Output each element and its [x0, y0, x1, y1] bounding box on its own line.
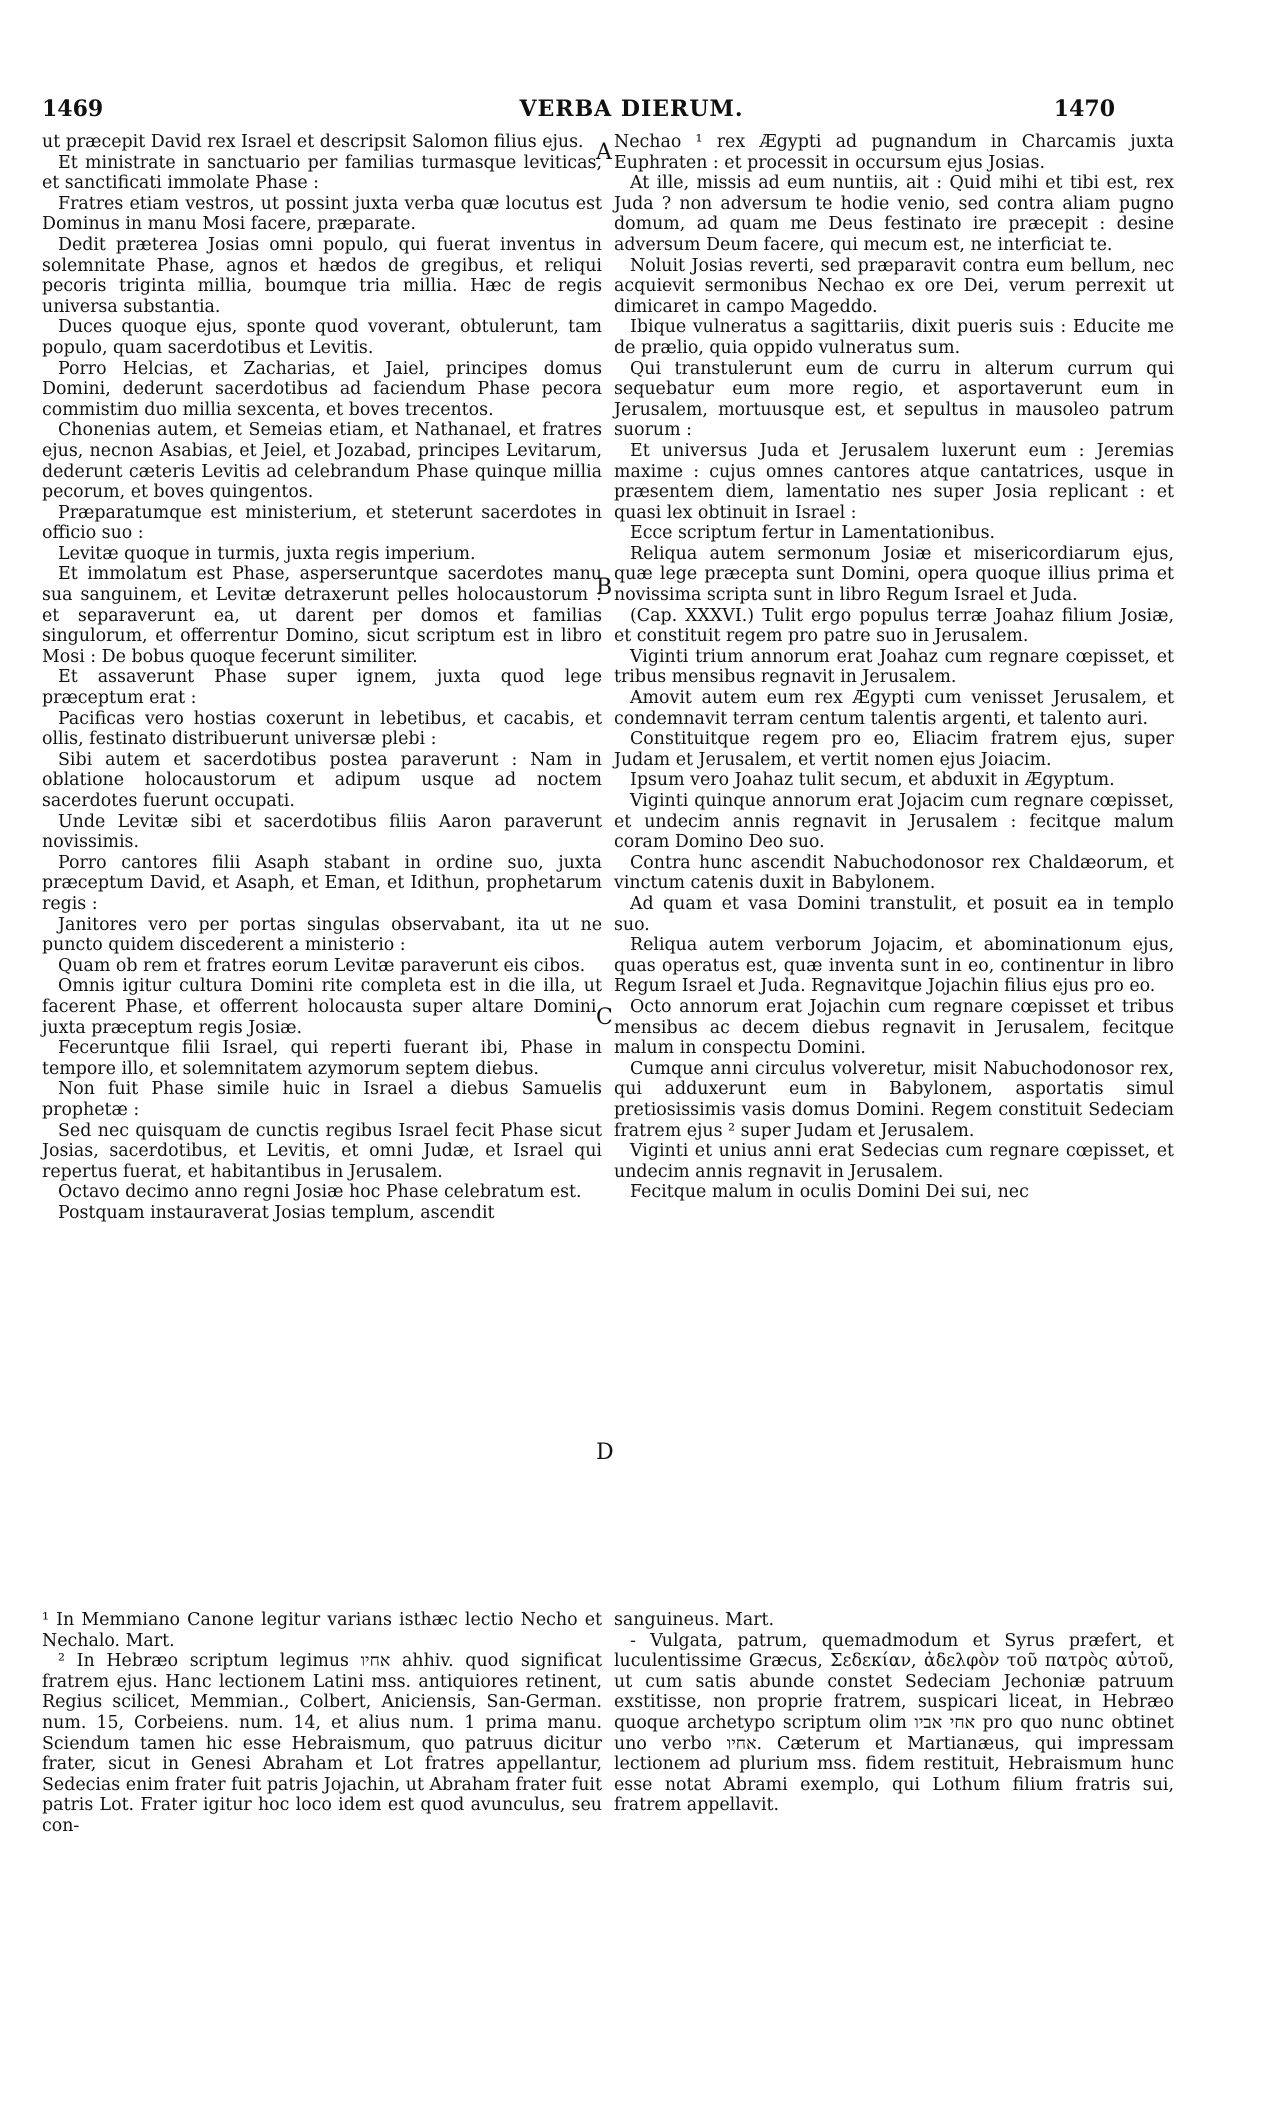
paragraph: (Cap. XXXVI.) Tulit ergo populus terræ Joahaz filium Josiæ, et constituit regem pro patre suo in Jerusalem.: [614, 605, 1174, 647]
paragraph: Præparatumque est ministerium, et steterunt sacerdotes in officio suo :: [42, 502, 602, 544]
paragraph: Quam ob rem et fratres eorum Levitæ paraverunt eis cibos.: [58, 955, 586, 976]
paragraph: Ad quam et vasa Domini transtulit, et posuit ea in templo suo.: [614, 893, 1174, 935]
margin-letter-c: C: [596, 1005, 613, 1030]
paragraph: Porro Helcias, et Zacharias, et Jaiel, principes domus Domini, dederunt sacerdotibus ad faciendum Phase pecora commistim duo millia sexcenta, et boves trecentos.: [42, 358, 602, 420]
paragraph: Ibique vulneratus a sagittariis, dixit pueris suis : Educite me de prælio, quia oppido vulneratus sum.: [614, 317, 1174, 358]
paragraph: Cumque anni circulus volveretur, misit Nabuchodonosor rex, qui adduxerunt eum in Babylonem, asportatis simul pretiosissimis vasis domus Domini. Regem constituit Sedeciam fratrem ejus ² super Judam et Jerusalem.: [614, 1058, 1174, 1141]
paragraph: Pacificas vero hostias coxerunt in lebetibus, et cacabis, et ollis, festinato distribuerunt universæ plebi :: [42, 708, 602, 750]
paragraph: Nechao ¹ rex Ægypti ad pugnandum in Charcamis juxta Euphraten : et processit in occursum ejus Josias.: [614, 132, 1174, 173]
paragraph: Octo annorum erat Jojachin cum regnare cœpisset et tribus mensibus ac decem diebus regnavit in Jerusalem, fecitque malum in conspectu Domini.: [614, 996, 1174, 1059]
paragraph: Viginti et unius anni erat Sedecias cum regnare cœpisset, et undecim annis regnavit in Jerusalem.: [614, 1141, 1174, 1182]
paragraph: Amovit autem eum rex Ægypti cum venisset Jerusalem, et condemnavit terram centum talentis argenti, et talento auri.: [614, 688, 1174, 729]
paragraph: Et universus Juda et Jerusalem luxerunt eum : Jeremias maxime : cujus omnes cantores atque cantatrices, usque in præsentem diem, lamentatio nes super Josia replicant : et quasi lex obtinuit in Israel :: [614, 440, 1174, 523]
margin-letter-a: A: [596, 140, 612, 165]
paragraph: Levitæ quoque in turmis, juxta regis imperium.: [58, 543, 476, 564]
paragraph: Dedit præterea Josias omni populo, qui fuerat inventus in solemnitate Phase, agnos et hædos de gregibus, et reliqui pecoris triginta millia, boumque tria millia. Hæc de regis universa substantia.: [42, 234, 602, 317]
footnotes-right: [614, 1610, 1174, 1816]
paragraph: Omnis igitur cultura Domini rite completa est in die illa, ut facerent Phase, et offerrent holocausta super altare Domini, juxta præceptum regis Josiæ.: [42, 976, 602, 1038]
paragraph: Ipsum vero Joahaz tulit secum, et abduxit in Ægyptum.: [630, 770, 1115, 791]
paragraph: Postquam instauraverat Josias templum, ascendit: [58, 1202, 495, 1223]
paragraph: Duces quoque ejus, sponte quod voverant, obtulerunt, tam populo, quam sacerdotibus et Levitis.: [42, 317, 602, 358]
paragraph: Octavo decimo anno regni Josiæ hoc Phase celebratum est.: [58, 1182, 582, 1203]
paragraph: Reliqua autem sermonum Josiæ et misericordiarum ejus, quæ lege præcepta sunt Domini, opera quoque illius prima et novissima scripta sunt in libro Regum Israel et Juda.: [614, 543, 1174, 606]
paragraph: Viginti quinque annorum erat Jojacim cum regnare cœpisset, et undecim annis regnavit in Jerusalem : fecitque malum coram Domino Deo suo.: [614, 791, 1174, 853]
paragraph: Ecce scriptum fertur in Lamentationibus.: [630, 523, 996, 544]
paragraph: Fratres etiam vestros, ut possint juxta verba quæ locutus est Dominus in manu Mosi facere, præparate.: [42, 193, 602, 235]
paragraph: Contra hunc ascendit Nabuchodonosor rex Chaldæorum, et vinctum catenis duxit in Babylonem.: [614, 852, 1174, 894]
paragraph: Chonenias autem, et Semeias etiam, et Nathanael, et fratres ejus, necnon Asabias, et Jeiel, et Jozabad, principes Levitarum, dederunt cæteris Levitis ad celebrandum Phase quinque millia pecorum, et boves quingentos.: [42, 420, 602, 503]
paragraph: Viginti trium annorum erat Joahaz cum regnare cœpisset, et tribus mensibus regnavit in Jerusalem.: [614, 646, 1174, 688]
paragraph: Reliqua autem verborum Jojacim, et abominationum ejus, quas operatus est, quæ inventa sunt in eo, continentur in libro Regum Israel et Juda. Regnavitque Jojachin filius ejus pro eo.: [614, 935, 1174, 997]
paragraph: Non fuit Phase simile huic in Israel a diebus Samuelis prophetæ :: [42, 1079, 602, 1120]
paragraph: At ille, missis ad eum nuntiis, ait : Quid mihi et tibi est, rex Juda ? non adversum te hodie venio, sed contra aliam pugno domum, ad quam me Deus festinato ire præcepit : desine adversum Deum facere, qui mecum est, ne interficiat te.: [614, 173, 1174, 255]
right-page-number: 1470: [1053, 96, 1115, 122]
margin-letter-b: B: [596, 575, 613, 600]
paragraph: Unde Levitæ sibi et sacerdotibus filiis Aaron paraverunt novissimis.: [42, 811, 602, 853]
running-title: VERBA DIERUM.: [519, 96, 744, 122]
paragraph: Porro cantores filii Asaph stabant in ordine suo, juxta præceptum David, et Asaph, et Eman, et Idithun, prophetarum regis :: [42, 852, 602, 914]
paragraph: Fecitque malum in oculis Domini Dei sui, nec: [630, 1182, 1029, 1203]
paragraph: Feceruntque filii Israel, qui reperti fuerant ibi, Phase in tempore illo, et solemnitatem azymorum septem diebus.: [42, 1038, 602, 1079]
right-text-column: [614, 132, 1174, 1203]
footnote: sanguineus. Mart.: [614, 1610, 775, 1630]
paragraph: Qui transtulerunt eum de curru in alterum currum qui sequebatur eum more regio, et asportaverunt eum in Jerusalem, mortuusque est, et sepultus in mausoleo patrum suorum :: [614, 358, 1174, 441]
paragraph: Et immolatum est Phase, asperseruntque sacerdotes manu sua sanguinem, et Levitæ detraxerunt pelles holocaustorum : et separaverunt ea, ut darent per domos et familias singulorum, et offerrentur Domino, sicut scriptum est in libro Mosi : De bobus quoque fecerunt similiter.: [42, 564, 602, 667]
paragraph: ut præcepit David rex Israel et descripsit Salomon filius ejus.: [42, 132, 584, 152]
footnote: - Vulgata, patrum, quemadmodum et Syrus præfert, et luculentissime Græcus, Σεδεκίαν, ἀδελφὸν τοῦ πατρὸς αὐτοῦ, ut cum satis abunde constet Sedeciam Jechoniæ patruum exstitisse, non proprie fratrem, suspicari liceat, in Hebræo quoque archetypo scriptum olim אחי אביו pro quo nunc obtinet uno verbo אחיו. Cæterum et Martianæus, qui impressam lectionem ad plurium mss. fidem restituit, Hebraismum hunc esse notat Abrami exemplo, qui Lothum filium fratris sui, fratrem appellavit.: [614, 1630, 1174, 1816]
paragraph: Constituitque regem pro eo, Eliacim fratrem ejus, super Judam et Jerusalem, et vertit nomen ejus Joiacim.: [614, 729, 1174, 770]
paragraph: Sed nec quisquam de cunctis regibus Israel fecit Phase sicut Josias, sacerdotibus, et Levitis, et omni Judæ, et Israel qui repertus fuerat, et habitantibus in Jerusalem.: [42, 1120, 602, 1182]
paragraph: Janitores vero per portas singulas observabant, ita ut ne puncto quidem discederent a ministerio :: [42, 914, 602, 956]
left-text-column: [42, 132, 602, 1223]
paragraph: Et assaverunt Phase super ignem, juxta quod lege præceptum erat :: [42, 667, 602, 709]
paragraph: Et ministrate in sanctuario per familias turmasque leviticas, et sanctificati immolate Phase :: [42, 152, 602, 194]
margin-letter-d: D: [596, 1440, 614, 1465]
footnote: ² In Hebræo scriptum legimus אחיו ahhiv. quod significat fratrem ejus. Hanc lectionem Latini mss. antiquiores retinent, Regius scilicet, Memmian., Colbert, Aniciensis, San-German. num. 15, Corbeiens. num. 14, et alius num. 1 prima manu. Sciendum tamen hic esse Hebraismum, quo patruus dicitur frater, sicut in Genesi Abraham et Lot fratres appellantur, Sedecias enim frater fuit patris Jojachin, ut Abraham frater fuit patris Lot. Frater igitur hoc loco idem est quod avunculus, seu con-: [42, 1651, 602, 1836]
footnotes-left: [42, 1610, 602, 1837]
footnote: ¹ In Memmiano Canone legitur varians isthæc lectio Necho et Nechalo. Mart.: [42, 1610, 602, 1651]
paragraph: Noluit Josias reverti, sed præparavit contra eum bellum, nec acquievit sermonibus Nechao ex ore Dei, verum perrexit ut dimicaret in campo Mageddo.: [614, 255, 1174, 317]
paragraph: Sibi autem et sacerdotibus postea paraverunt : Nam in oblatione holocaustorum et adipum usque ad noctem sacerdotes fuerunt occupati.: [42, 749, 602, 811]
left-page-number: 1469: [42, 96, 104, 122]
